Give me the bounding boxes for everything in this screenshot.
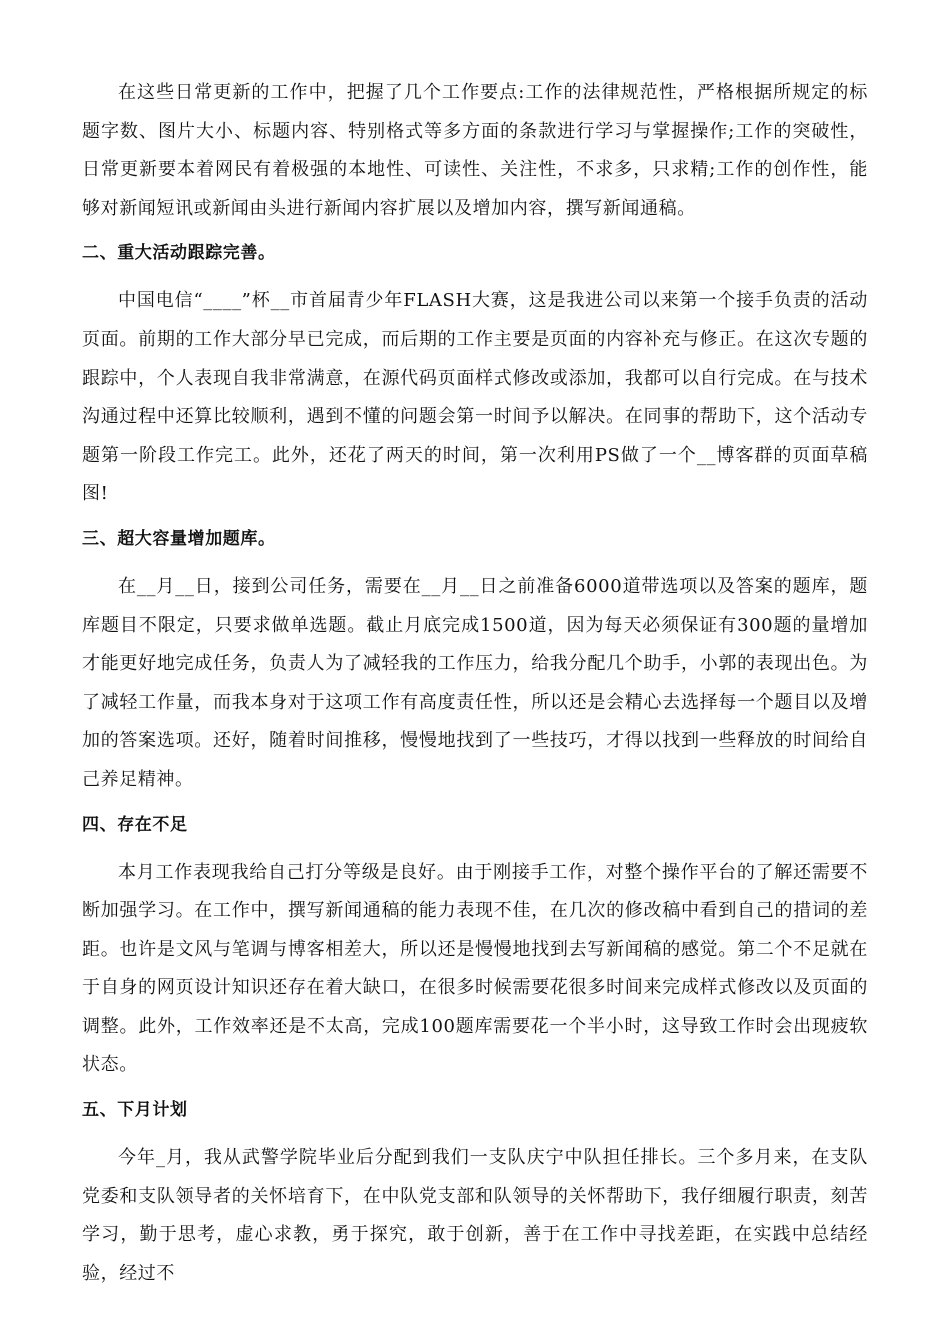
section-body-3: 在__月__日，接到公司任务，需要在__月__日之前准备6000道带选项以及答案的题库，题库题目不限定，只要求做单选题。截止月底完成1500道，因为每天必须保证有300题的量增加才能更好地完成任务，负责人为了减轻我的工作压力，给我分配几个助手，小郭的表现出色。为了减轻工作量，而我本身对于这项工作有高度责任性，所以还是会精心去选择每一个题目以及增加的答案选项。还好，随着时间推移，慢慢地找到了一些技巧，才得以找到一些释放的时间给自己养足精神。 [82,575,868,790]
intro-paragraph: 在这些日常更新的工作中，把握了几个工作要点:工作的法律规范性，严格根据所规定的标题字数、图片大小、标题内容、特别格式等多方面的条款进行学习与掌握操作;工作的突破性，日常更新要本着网民有着极强的本地性、可读性、关注性，不求多，只求精;工作的创作性，能够对新闻短讯或新闻由头进行新闻内容扩展以及增加内容，撰写新闻通稿。 [82,82,868,219]
section-heading-4: 四、存在不足 [82,814,188,835]
section-body-5: 今年_月，我从武警学院毕业后分配到我们一支队庆宁中队担任排长。三个多月来，在支队党委和支队领导者的关怀培育下，在中队党支部和队领导的关怀帮助下，我仔细履行职责，刻苦学习，勤于思考，虚心求教，勇于探究，敢于创新，善于在工作中寻找差距，在实践中总结经验，经过不 [82,1147,868,1284]
spacer [82,837,868,854]
section-heading-3: 三、超大容量增加题库。 [82,528,276,549]
spacer [82,228,868,241]
spacer [82,800,868,813]
section-body-2: 中国电信“____”杯__市首届青少年FLASH大赛，这是我进公司以来第一个接手负责的活动页面。前期的工作大部分早已完成，而后期的工作主要是页面的内容补充与修正。在这次专题的跟踪中，个人表现自我非常满意，在源代码页面样式修改或添加，我都可以自行完成。在与技术沟通过程中还算比较顺利，遇到不懂的问题会第一时间予以解决。在同事的帮助下，这个活动专题第一阶段工作完工。此外，还花了两天的时间，第一次利用PS做了一个__博客群的页面草稿图! [82,290,868,505]
section-heading-2: 二、重大活动跟踪完善。 [82,243,276,264]
spacer [82,265,868,282]
spacer [82,1085,868,1098]
document-page [82,74,868,1293]
section-heading-5: 五、下月计划 [82,1100,188,1121]
spacer [82,551,868,568]
spacer [82,514,868,527]
spacer [82,1122,868,1139]
section-body-4: 本月工作表现我给自己打分等级是良好。由于刚接手工作，对整个操作平台的了解还需要不断加强学习。在工作中，撰写新闻通稿的能力表现不佳，在几次的修改稿中看到自己的措词的差距。也许是文风与笔调与博客相差大，所以还是慢慢地找到去写新闻稿的感觉。第二个不足就在于自身的网页设计知识还存在着大缺口，在很多时候需要花很多时间来完成样式修改以及页面的调整。此外，工作效率还是不太高，完成100题库需要花一个半小时，这导致工作时会出现疲软状态。 [82,861,868,1076]
